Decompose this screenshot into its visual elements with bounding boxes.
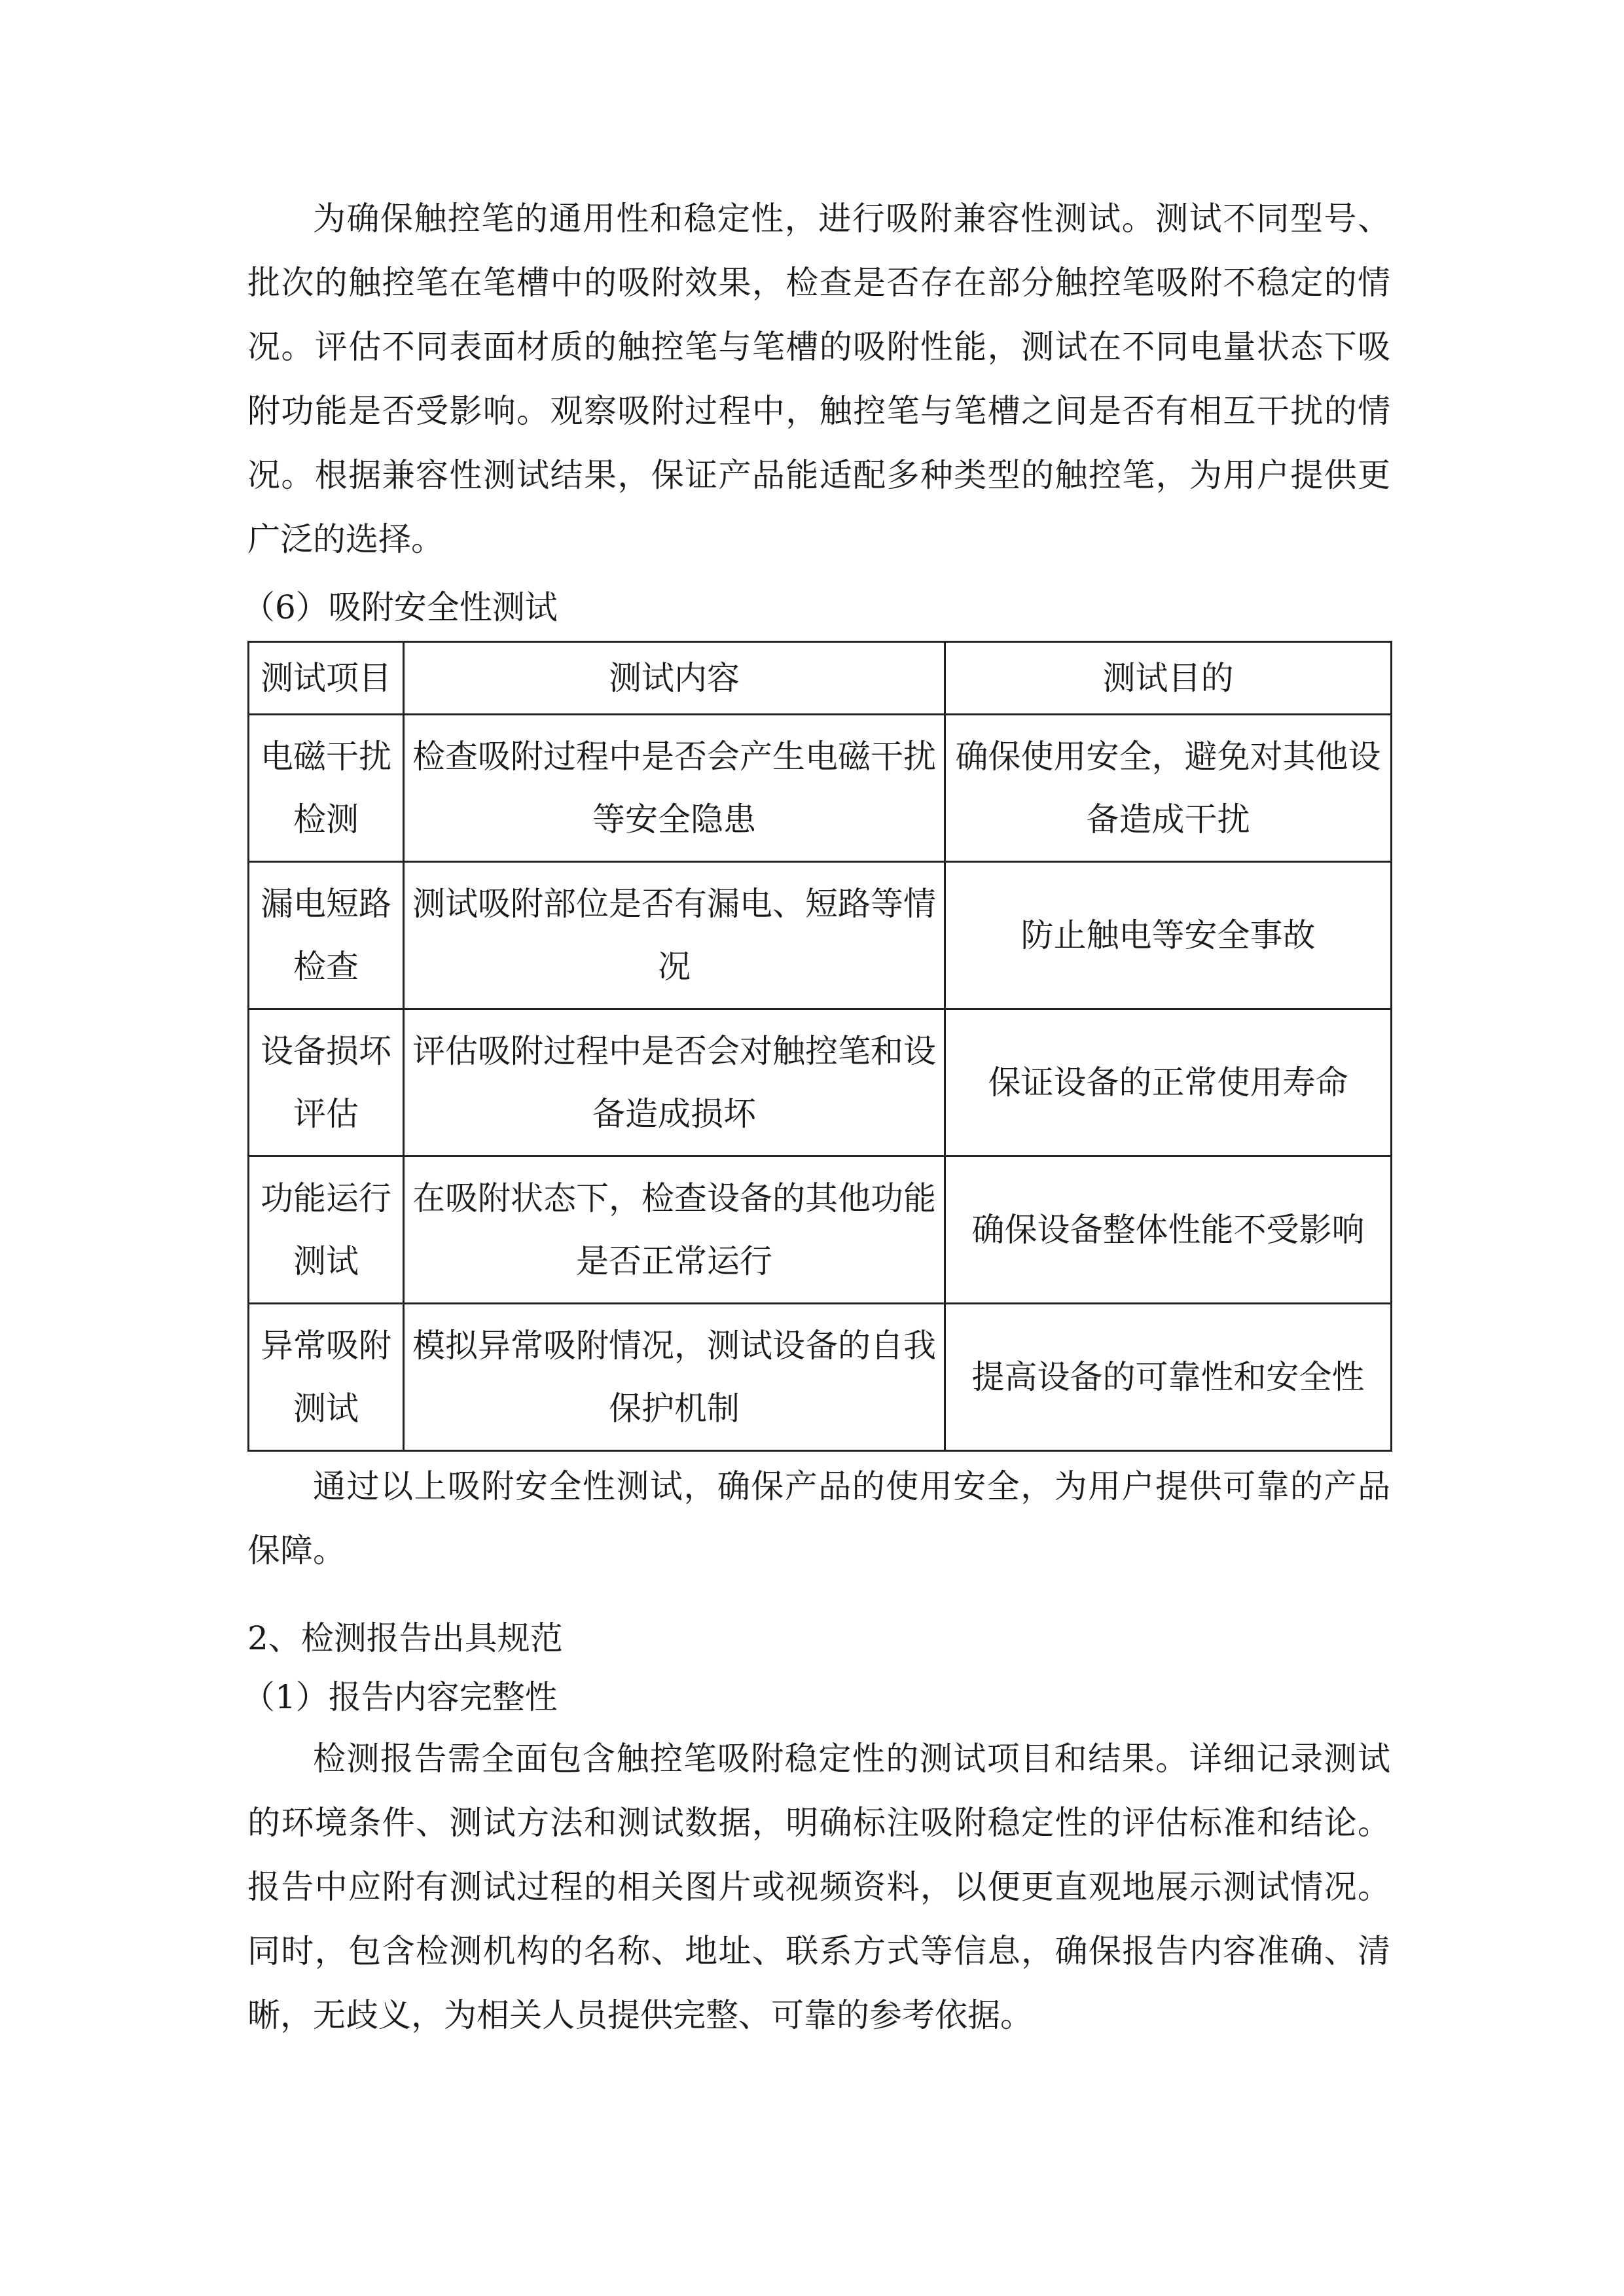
cell-content: 模拟异常吸附情况，测试设备的自我保护机制 (404, 1304, 945, 1451)
intro-paragraph: 为确保触控笔的通用性和稳定性，进行吸附兼容性测试。测试不同型号、批次的触控笔在笔槽中的吸附效果，检查是否存在部分触控笔吸附不稳定的情况。评估不同表面材质的触控笔与笔槽的吸附性能，测试在不同电量状态下吸附功能是否受影响。观察吸附过程中，触控笔与笔槽之间是否有相互干扰的情况。根据兼容性测试结果，保证产品能适配多种类型的触控笔，为用户提供更广泛的选择。 (247, 200, 1390, 558)
cell-purpose: 确保设备整体性能不受影响 (945, 1157, 1392, 1304)
cell-purpose: 确保使用安全，避免对其他设备造成干扰 (945, 715, 1392, 862)
table-row (249, 715, 1392, 862)
cell-purpose: 提高设备的可靠性和安全性 (945, 1304, 1392, 1451)
after-table-paragraph: 通过以上吸附安全性测试，确保产品的使用安全，为用户提供可靠的产品保障。 (247, 1467, 1390, 1570)
report-paragraph: 检测报告需全面包含触控笔吸附稳定性的测试项目和结果。详细记录测试的环境条件、测试方法和测试数据，明确标注吸附稳定性的评估标准和结论。报告中应附有测试过程的相关图片或视频资料，以便更直观地展示测试情况。同时，包含检测机构的名称、地址、联系方式等信息，确保报告内容准确、清晰，无歧义，为相关人员提供完整、可靠的参考依据。 (247, 1740, 1390, 2034)
cell-content: 在吸附状态下，检查设备的其他功能是否正常运行 (404, 1157, 945, 1304)
table-row (249, 1304, 1392, 1451)
safety-test-table (247, 641, 1392, 1452)
header-test-item: 测试项目 (249, 642, 404, 715)
table-row (249, 1157, 1392, 1304)
cell-item: 漏电短路检查 (249, 862, 404, 1009)
table-row (249, 862, 1392, 1009)
header-test-content: 测试内容 (404, 642, 945, 715)
document-body (242, 187, 1390, 2047)
cell-content: 检查吸附过程中是否会产生电磁干扰等安全隐患 (404, 715, 945, 862)
cell-content: 评估吸附过程中是否会对触控笔和设备造成损坏 (404, 1009, 945, 1157)
table-row (249, 1009, 1392, 1157)
cell-item: 电磁干扰检测 (249, 715, 404, 862)
subsection-1-title: （1）报告内容完整性 (242, 1678, 558, 1716)
section-6-title: （6）吸附安全性测试 (242, 588, 558, 626)
cell-purpose: 防止触电等安全事故 (945, 862, 1392, 1009)
cell-item: 异常吸附测试 (249, 1304, 404, 1451)
header-test-purpose: 测试目的 (945, 642, 1392, 715)
cell-item: 设备损坏评估 (249, 1009, 404, 1157)
table-header-row (249, 642, 1392, 715)
section-2-title: 2、检测报告出具规范 (247, 1619, 563, 1657)
cell-purpose: 保证设备的正常使用寿命 (945, 1009, 1392, 1157)
cell-content: 测试吸附部位是否有漏电、短路等情况 (404, 862, 945, 1009)
cell-item: 功能运行测试 (249, 1157, 404, 1304)
